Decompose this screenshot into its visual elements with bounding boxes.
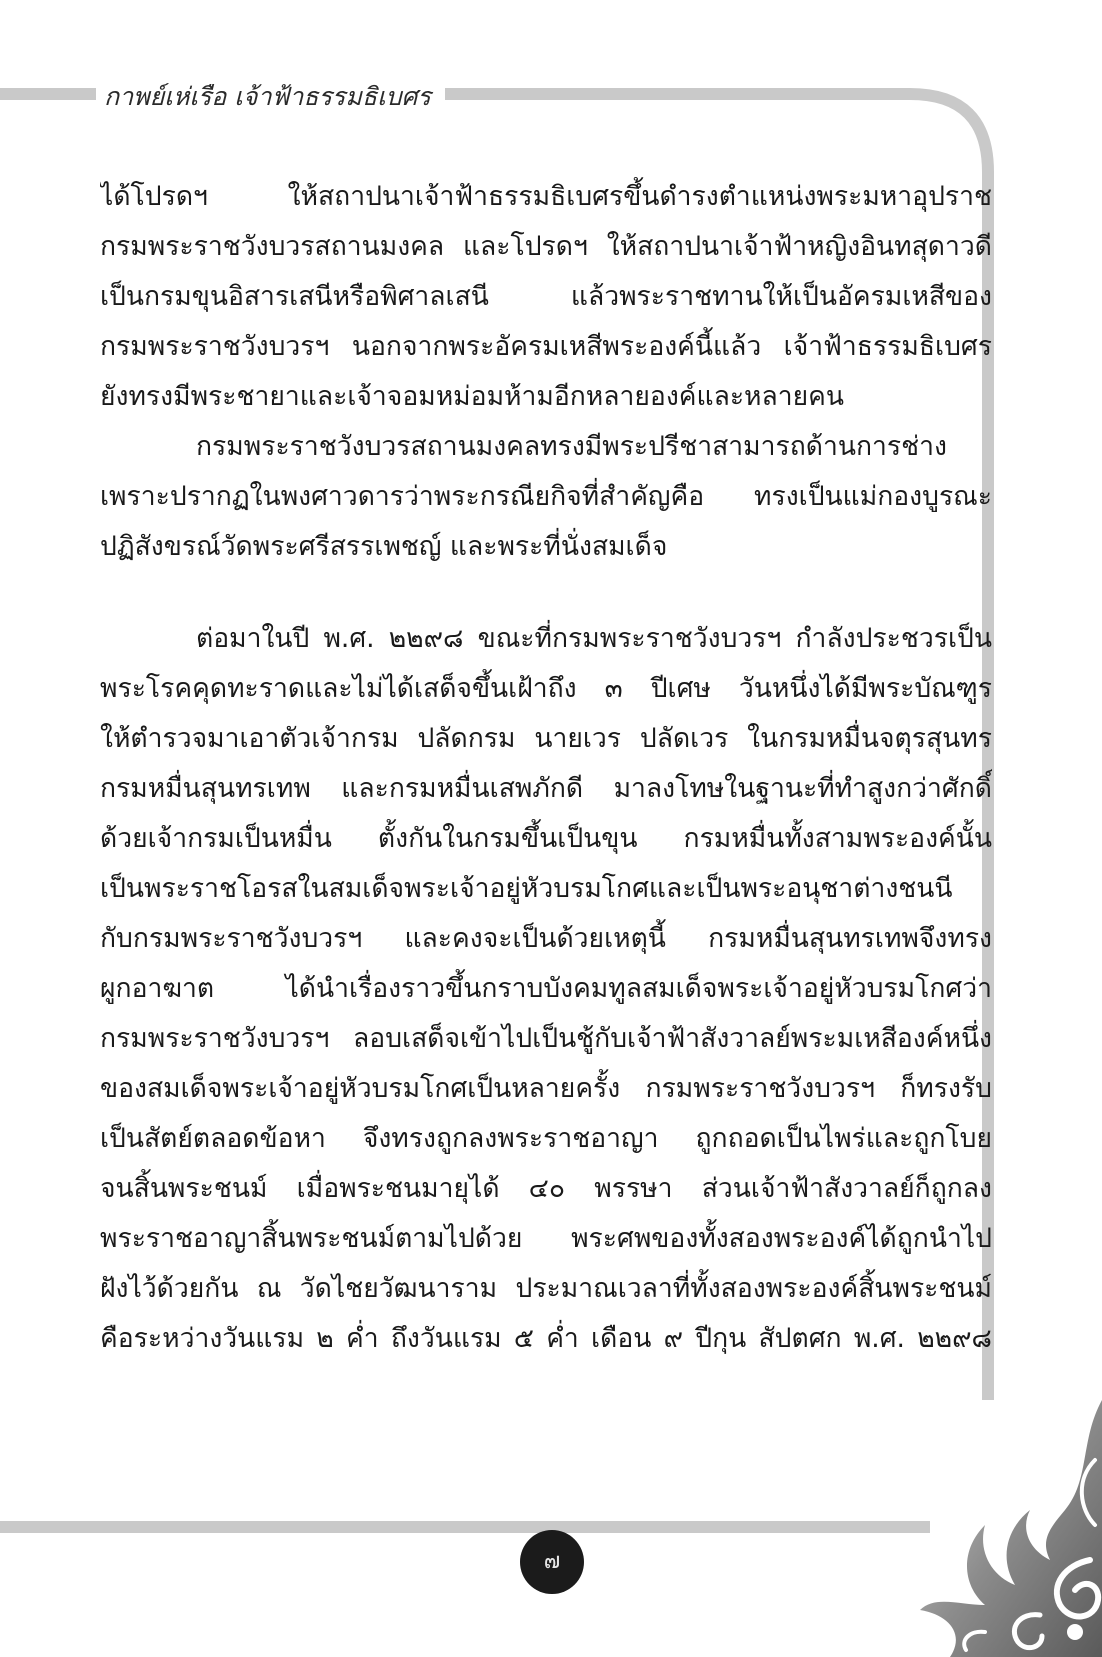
- body-text: [100, 172, 992, 1364]
- text-line: กรมพระราชวังบวรสถานมงคลทรงมีพระปรีชาสามารถด้านการช่าง: [196, 431, 947, 462]
- paragraph-1: [100, 172, 992, 422]
- text-line: จนสิ้นพระชนม์ เมื่อพระชนมายุได้ ๔๐ พรรษา ส่วนเจ้าฟ้าสังวาลย์ก็ถูกลง: [100, 1173, 992, 1204]
- text-line: พระราชอาญาสิ้นพระชนม์ตามไปด้วย พระศพของทั้งสองพระองค์ได้ถูกนำไป: [100, 1223, 992, 1254]
- text-line: เป็นกรมขุนอิสารเสนีหรือพิศาลเสนี แล้วพระราชทานให้เป็นอัครมเหสีของ: [100, 281, 992, 312]
- text-line: กรมพระราชวังบวรฯ ลอบเสด็จเข้าไปเป็นชู้กับเจ้าฟ้าสังวาลย์พระมเหสีองค์หนึ่ง: [100, 1023, 992, 1054]
- text-line: กรมพระราชวังบวรสถานมงคล และโปรดฯ ให้สถาปนาเจ้าฟ้าหญิงอินทสุดาวดี: [100, 231, 992, 262]
- text-line: ยังทรงมีพระชายาและเจ้าจอมหม่อมห้ามอีกหลายองค์และหลายคน: [100, 381, 845, 412]
- text-line: กับกรมพระราชวังบวรฯ และคงจะเป็นด้วยเหตุนี้ กรมหมื่นสุนทรเทพจึงทรง: [100, 923, 992, 954]
- text-line: เพราะปรากฏในพงศาวดารว่าพระกรณียกิจที่สำคัญคือ ทรงเป็นแม่กองบูรณะ: [100, 481, 992, 512]
- text-line: พระโรคคุดทะราดและไม่ได้เสด็จขึ้นเฝ้าถึง ๓ ปีเศษ วันหนึ่งได้มีพระบัณฑูร: [100, 673, 992, 704]
- paragraph-3: [100, 614, 992, 1364]
- text-line: เป็นสัตย์ตลอดข้อหา จึงทรงถูกลงพระราชอาญา ถูกถอดเป็นไพร่และถูกโบย: [100, 1123, 992, 1154]
- paragraph-gap: [100, 572, 992, 614]
- text-line: ของสมเด็จพระเจ้าอยู่หัวบรมโกศเป็นหลายครั้ง กรมพระราชวังบวรฯ ก็ทรงรับ: [100, 1073, 992, 1104]
- text-line: ต่อมาในปี พ.ศ. ๒๒๙๘ ขณะที่กรมพระราชวังบวรฯ กำลังประชวรเป็น: [196, 623, 992, 654]
- text-line: คือระหว่างวันแรม ๒ ค่ำ ถึงวันแรม ๕ ค่ำ เดือน ๙ ปีกุน สัปตศก พ.ศ. ๒๒๙๘: [100, 1323, 992, 1354]
- thai-corner-ornament-icon: [890, 1400, 1102, 1657]
- text-line: กรมหมื่นสุนทรเทพ และกรมหมื่นเสพภักดี มาลงโทษในฐานะที่ทำสูงกว่าศักดิ์: [100, 773, 992, 804]
- text-line: ด้วยเจ้ากรมเป็นหมื่น ตั้งกันในกรมขึ้นเป็นขุน กรมหมื่นทั้งสามพระองค์นั้น: [100, 823, 992, 854]
- paragraph-2: [100, 422, 992, 572]
- text-line: ให้ตำรวจมาเอาตัวเจ้ากรม ปลัดกรม นายเวร ปลัดเวร ในกรมหมื่นจตุรสุนทร: [100, 723, 992, 754]
- text-line: ฝังไว้ด้วยกัน ณ วัดไชยวัฒนาราม ประมาณเวลาที่ทั้งสองพระองค์สิ้นพระชนม์: [100, 1273, 992, 1304]
- page-number: ๗: [520, 1530, 584, 1594]
- text-line: ผูกอาฆาต ได้นำเรื่องราวขึ้นกราบบังคมทูลสมเด็จพระเจ้าอยู่หัวบรมโกศว่า: [100, 973, 992, 1004]
- text-line: เป็นพระราชโอรสในสมเด็จพระเจ้าอยู่หัวบรมโกศและเป็นพระอนุชาต่างชนนี: [100, 873, 953, 904]
- text-line: กรมพระราชวังบวรฯ นอกจากพระอัครมเหสีพระองค์นี้แล้ว เจ้าฟ้าธรรมธิเบศร: [100, 331, 992, 362]
- text-line: ปฏิสังขรณ์วัดพระศรีสรรเพชญ์ และพระที่นั่งสมเด็จ: [100, 531, 668, 562]
- text-line: ได้โปรดฯ ให้สถาปนาเจ้าฟ้าธรรมธิเบศรขึ้นดำรงตำแหน่งพระมหาอุปราช: [100, 181, 992, 212]
- running-title: กาพย์เห่เรือ เจ้าฟ้าธรรมธิเบศร: [96, 74, 445, 120]
